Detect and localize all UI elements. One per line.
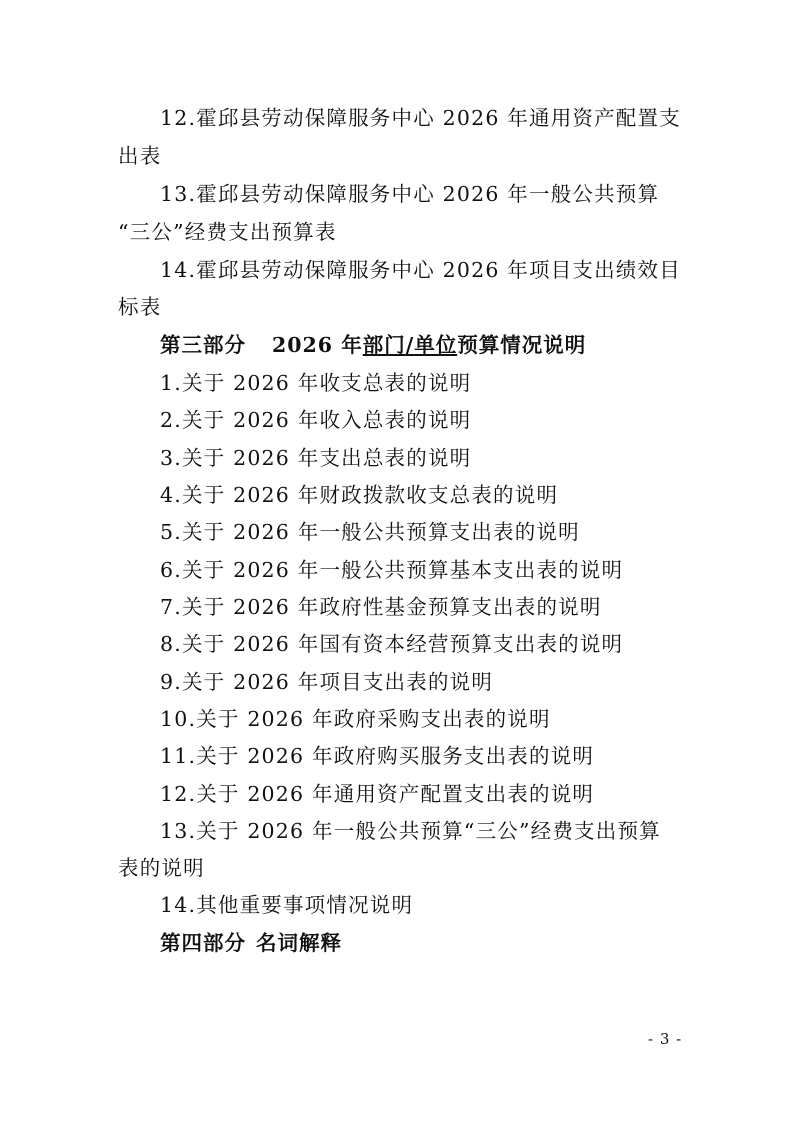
item-text: 霍邱县劳动保障服务中心 2026 年一般公共预算 xyxy=(196,182,660,206)
list-item: 9.关于 2026 年项目支出表的说明 xyxy=(160,670,494,694)
list-item: 5.关于 2026 年一般公共预算支出表的说明 xyxy=(160,520,580,544)
section-year: 2026 年 xyxy=(272,333,363,357)
list-item: 11.关于 2026 年政府购买服务支出表的说明 xyxy=(160,744,595,768)
page-number: - 3 - xyxy=(648,1030,683,1048)
section-label: 第四部分 xyxy=(160,931,246,955)
list-item: 7.关于 2026 年政府性基金预算支出表的说明 xyxy=(160,595,602,619)
list-item: 12.关于 2026 年通用资产配置支出表的说明 xyxy=(160,782,595,806)
list-item-continuation: 标表 xyxy=(118,295,162,319)
section-unit-department: 部门 xyxy=(362,333,406,357)
section-unit-slash: / xyxy=(405,333,415,357)
list-item xyxy=(0,180,793,208)
list-item: 13.关于 2026 年一般公共预算“三公”经费支出预算 xyxy=(160,819,661,843)
list-item: 10.关于 2026 年政府采购支出表的说明 xyxy=(160,707,551,731)
item-number: 14. xyxy=(160,258,197,282)
list-item: 3.关于 2026 年支出总表的说明 xyxy=(160,446,472,470)
item-number: 12. xyxy=(160,106,197,130)
list-item-continuation: 表的说明 xyxy=(118,856,205,880)
item-text: 霍邱县劳动保障服务中心 2026 年通用资产配置支 xyxy=(196,106,681,130)
list-item-continuation: “三公”经费支出预算表 xyxy=(118,220,337,244)
section-label: 第三部分 xyxy=(160,333,246,357)
section-title-rest: 预算情况说明 xyxy=(457,333,587,357)
item-text: 霍邱县劳动保障服务中心 2026 年项目支出绩效目 xyxy=(196,258,681,282)
list-item: 1.关于 2026 年收支总表的说明 xyxy=(160,371,472,395)
list-item-continuation: 出表 xyxy=(118,144,162,168)
list-item: 6.关于 2026 年一般公共预算基本支出表的说明 xyxy=(160,558,624,582)
list-item xyxy=(0,104,793,132)
list-item xyxy=(0,256,793,284)
section-heading-part4 xyxy=(0,929,793,957)
list-item: 14.其他重要事项情况说明 xyxy=(160,893,414,917)
item-number: 13. xyxy=(160,182,197,206)
list-item: 2.关于 2026 年收入总表的说明 xyxy=(160,408,472,432)
list-item: 4.关于 2026 年财政拨款收支总表的说明 xyxy=(160,483,559,507)
section-unit-unit: 单位 xyxy=(414,333,458,357)
section-heading-part3 xyxy=(0,331,793,359)
section-title: 名词解释 xyxy=(256,931,342,955)
list-item: 8.关于 2026 年国有资本经营预算支出表的说明 xyxy=(160,632,624,656)
